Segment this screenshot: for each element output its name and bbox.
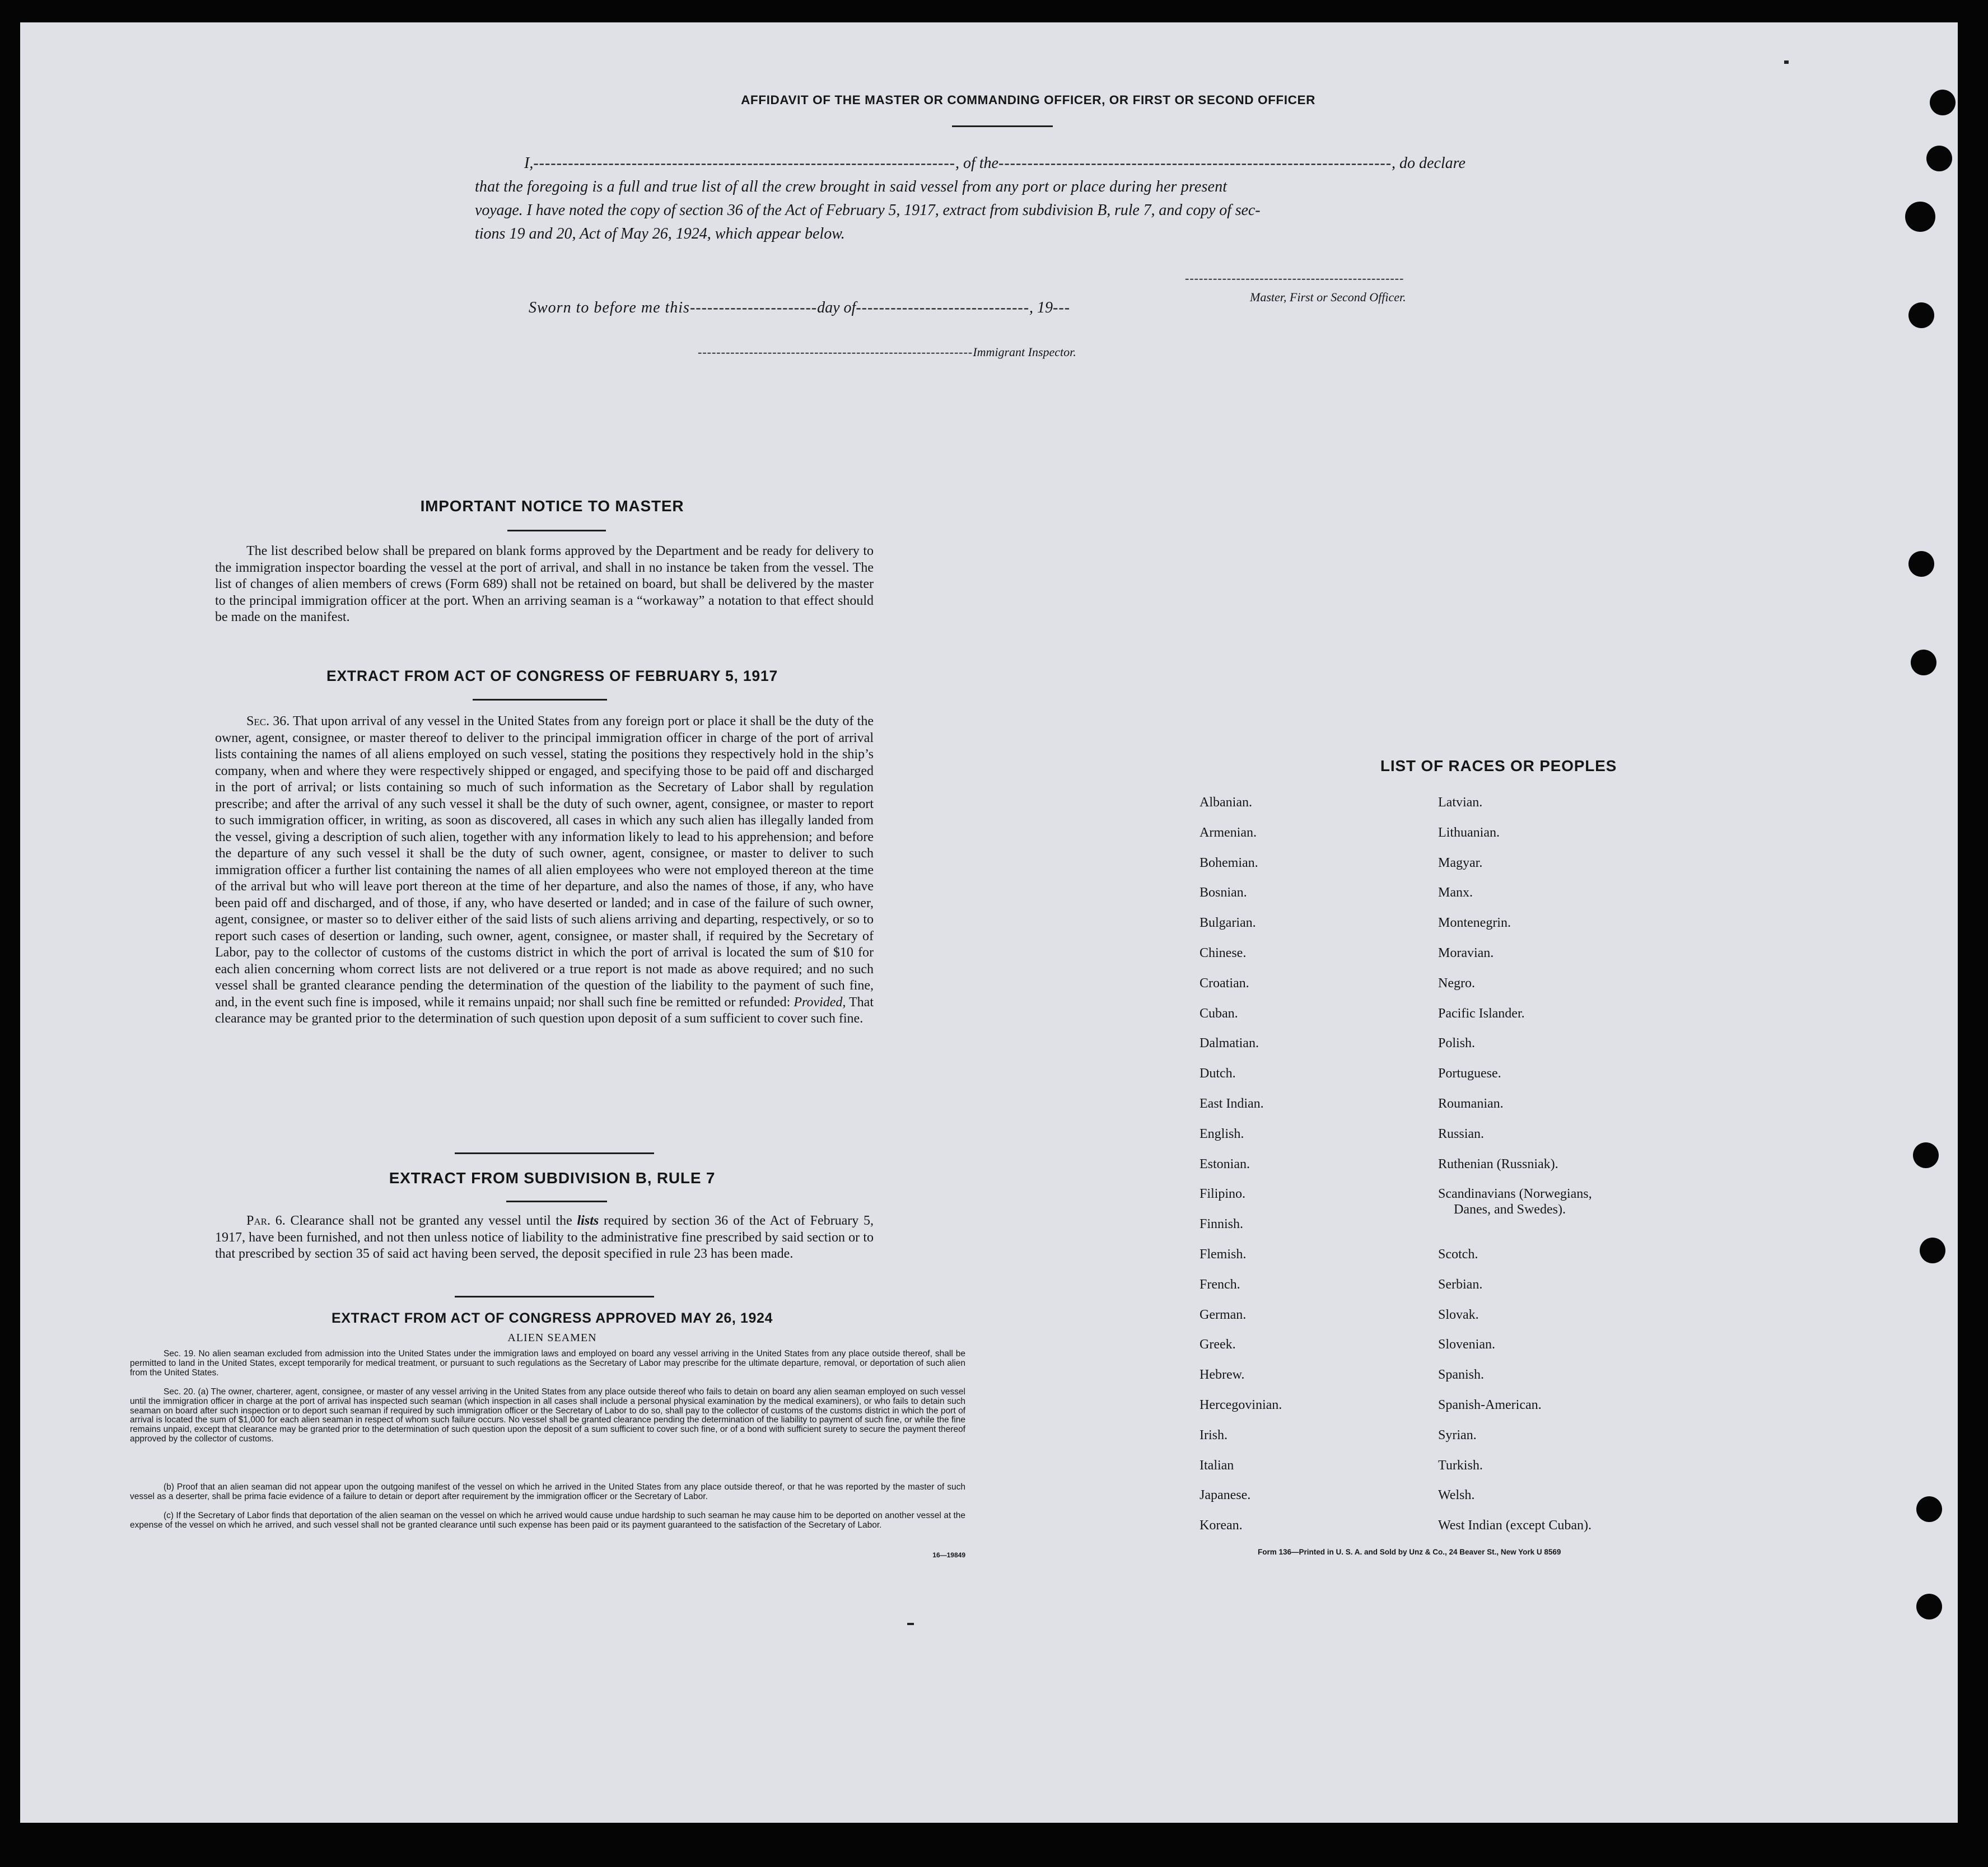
punch-hole — [1908, 302, 1934, 328]
race-left-item: Croatian. — [1200, 975, 1249, 991]
sec36-label: Sec. 36. — [246, 714, 290, 729]
race-left-item: Hebrew. — [1200, 1367, 1245, 1383]
vessel-blank[interactable]: -------------------------------------------------------------------- — [998, 155, 1392, 172]
sworn-line — [529, 299, 1070, 317]
race-left-item: Chinese. — [1200, 946, 1247, 960]
race-left-item: Hercegovinian. — [1200, 1398, 1282, 1412]
punch-hole — [1905, 202, 1935, 232]
race-left-item: East Indian. — [1200, 1096, 1264, 1111]
race-left-item: Estonian. — [1200, 1156, 1250, 1171]
race-right-item: Serbian. — [1438, 1277, 1483, 1292]
race-right-item: Russian. — [1438, 1126, 1485, 1141]
race-left-item: Armenian. — [1200, 825, 1257, 840]
year-blank[interactable]: --- — [1053, 299, 1071, 316]
par6-text-b: required by section 36 of the Act of February 5, 1917, have been furnished, and not then unless notice of liability to the administrative fine prescribed by said section or to that prescribed by section 35 of said act having been served, the deposit specified in rule 23 has been made. — [215, 1213, 874, 1261]
race-right-item: Scandinavians (Norwegians, — [1438, 1187, 1592, 1202]
notice-heading: IMPORTANT NOTICE TO MASTER — [420, 497, 684, 515]
race-left-item: Bosnian. — [1200, 885, 1247, 900]
punch-hole — [1916, 1496, 1942, 1522]
extract-1917-heading: EXTRACT FROM ACT OF CONGRESS OF FEBRUARY 5, 1917 — [326, 668, 778, 684]
inspector-caption: Immigrant Inspector. — [973, 345, 1076, 359]
affidavit-of-the: , of the — [955, 155, 998, 172]
race-right-item: Slovenian. — [1438, 1337, 1495, 1352]
inspector-line — [698, 345, 1076, 360]
race-left-item: Italian — [1200, 1458, 1234, 1473]
race-right-item: Latvian. — [1438, 795, 1483, 810]
race-left-item: French. — [1200, 1277, 1240, 1292]
sec36-proviso-text: That clearance may be granted prior to the determination of such question upon deposit of a sum sufficient to cover such fine. — [215, 995, 874, 1026]
race-left-item: Greek. — [1200, 1337, 1236, 1352]
par6-text — [215, 1213, 874, 1263]
notice-text — [215, 543, 874, 626]
race-right-item: Pacific Islander. — [1438, 1006, 1525, 1021]
race-left-item: German. — [1200, 1307, 1247, 1322]
race-right-item: Polish. — [1438, 1036, 1476, 1051]
punch-hole — [1916, 1594, 1942, 1619]
race-left-item: Filipino. — [1200, 1187, 1246, 1202]
extract-1917-rule — [473, 699, 607, 701]
race-left-item: Irish. — [1200, 1427, 1228, 1443]
par6-text-a: Clearance shall not be granted any vessel until the — [290, 1213, 572, 1228]
notice-body: The list described below shall be prepared on blank forms approved by the Department and be ready for delivery to the immigration inspector boarding the vessel at the port of arrival, and shall in no instance be taken from the vessel. The list of changes of alien members of crews (Form 689) shall not be retained on board, but shall be delivered by the master to the principal immigration officer at the port. When an arriving seaman is a “workaway” a notation to that effect should be made on the manifest. — [215, 544, 874, 624]
sec20a-text: Sec. 20. (a) The owner, charterer, agent, consignee, or master of any vessel arriving in the United States from any place outside thereof who fails to detain on board any alien seaman employed on such vessel until the immigration officer in charge at the port of arrival has inspected such seaman (which inspection in all cases shall include a personal physical examination by the medical examiners), or who fails to detain such seaman on board after such inspection or to deport such seaman if required by such immigration officer or the Secretary of Labor to do so, shall pay to the collector of customs of the customs district in which the port of arrival is located the sum of $1,000 for each alien seaman in respect of whom such failure occurs. No vessel shall be granted clearance pending the determination of the liability to payment of such fine, or while the fine remains unpaid, except that clearance may be granted prior to the determination of such question upon the deposit of a sum sufficient to cover such fine, or of a bond with sufficient surety to secure the payment thereof approved by the collector of customs. — [130, 1387, 965, 1444]
affidavit-line-4: tions 19 and 20, Act of May 26, 1924, which appear below. — [475, 225, 845, 242]
race-left-item: Japanese. — [1200, 1488, 1251, 1503]
race-left-item: Dalmatian. — [1200, 1036, 1259, 1051]
race-right-item: Spanish-American. — [1438, 1398, 1542, 1412]
par6-lists: lists — [577, 1213, 599, 1228]
punch-hole — [1926, 146, 1952, 171]
punch-hole — [1930, 90, 1956, 115]
subdivision-rule — [506, 1201, 607, 1202]
sworn-day-of: day of — [817, 299, 856, 316]
race-right-item: Syrian. — [1438, 1427, 1477, 1443]
race-left-item: Dutch. — [1200, 1066, 1236, 1081]
race-left-item: Bohemian. — [1200, 855, 1258, 870]
race-right-item: Scotch. — [1438, 1247, 1478, 1262]
race-right-item: Portuguese. — [1438, 1066, 1501, 1081]
sec36-end-rule — [455, 1152, 654, 1154]
race-right-item: Negro. — [1438, 975, 1475, 991]
race-right-item: West Indian (except Cuban). — [1438, 1518, 1592, 1533]
sec36-proviso: Provided, — [794, 995, 846, 1010]
punch-hole — [1911, 650, 1936, 675]
signature-line[interactable]: ----------------------------------------------- — [1185, 271, 1404, 285]
day-blank[interactable]: ---------------------- — [689, 299, 818, 316]
punch-hole — [1913, 1142, 1939, 1168]
race-left-item: Flemish. — [1200, 1247, 1247, 1262]
par6-label: Par. 6. — [246, 1213, 286, 1228]
inspector-blank[interactable]: ----------------------------------------------------------- — [698, 345, 973, 359]
sworn-year: , 19 — [1029, 299, 1053, 316]
punch-hole — [1908, 551, 1934, 577]
par6-end-rule — [455, 1296, 654, 1297]
alien-seamen-subheading: ALIEN SEAMEN — [507, 1332, 597, 1344]
name-blank[interactable]: ------------------------------------------------------------------------- — [533, 155, 955, 172]
month-blank[interactable]: ------------------------------ — [856, 299, 1030, 316]
extract-1924-heading: EXTRACT FROM ACT OF CONGRESS APPROVED MAY 26, 1924 — [331, 1310, 773, 1326]
speck — [907, 1623, 914, 1625]
race-right-item: Moravian. — [1438, 946, 1494, 960]
race-right-item: Montenegrin. — [1438, 916, 1511, 931]
race-right-item: Ruthenian (Russniak). — [1438, 1156, 1558, 1171]
punch-hole — [1920, 1238, 1945, 1263]
race-left-item: Cuban. — [1200, 1006, 1238, 1021]
print-code: 16—19849 — [932, 1551, 965, 1559]
form-sheet — [20, 22, 1958, 1823]
race-right-item: Magyar. — [1438, 855, 1483, 870]
race-right-item: Lithuanian. — [1438, 825, 1500, 840]
affidavit-rule — [952, 125, 1053, 127]
sworn-prefix: Sworn to before me this — [529, 299, 690, 316]
race-left-item: English. — [1200, 1126, 1244, 1141]
race-right-item: Slovak. — [1438, 1307, 1479, 1322]
sec20b-text: (b) Proof that an alien seaman did not appear upon the outgoing manifest of the vessel on which he arrived in the United States from any place outside thereof, or that he was reported by the master of such vessel as a deserter, shall be prima facie evidence of a failure to detain or deport after requirement by the immigration officer or the Secretary of Labor. — [130, 1482, 965, 1501]
affidavit-declare: , do declare — [1392, 155, 1466, 172]
affidavit-line-1 — [524, 155, 1555, 172]
affidavit-title: AFFIDAVIT OF THE MASTER OR COMMANDING OFFICER, OR FIRST OR SECOND OFFICER — [741, 93, 1315, 107]
race-right-item: Welsh. — [1438, 1488, 1475, 1503]
race-left-item: Bulgarian. — [1200, 916, 1256, 931]
sec36-text — [215, 713, 874, 1028]
races-heading: LIST OF RACES OR PEOPLES — [1380, 757, 1617, 774]
subdivision-heading: EXTRACT FROM SUBDIVISION B, RULE 7 — [389, 1169, 716, 1187]
affidavit-line-2: that the foregoing is a full and true list of all the crew brought in said vessel from any port or place during her present — [475, 178, 1228, 195]
race-right-item: Roumanian. — [1438, 1096, 1504, 1111]
notice-rule — [507, 530, 606, 531]
race-left-item: Albanian. — [1200, 795, 1252, 810]
affidavit-line-3: voyage. I have noted the copy of section 36 of the Act of February 5, 1917, extract from subdivision B, rule 7, and copy of sec- — [475, 202, 1261, 219]
signature-caption: Master, First or Second Officer. — [1250, 290, 1406, 304]
form-footer: Form 136—Printed in U. S. A. and Sold by Unz & Co., 24 Beaver St., New York U 8569 — [1258, 1548, 1561, 1556]
affidavit-i: I, — [524, 155, 534, 172]
race-right-item: Manx. — [1438, 885, 1473, 900]
race-right-item: Danes, and Swedes). — [1454, 1202, 1566, 1217]
sec20c-text: (c) If the Secretary of Labor finds that deportation of the alien seaman on the vessel on which he arrived would cause undue hardship to such seaman he may cause him to be deported on another vessel at the expense of the vessel on which he arrived, and such vessel shall not be granted clearance until such expense has been paid or its payment guaranteed to the satisfaction of the Secretary of Labor. — [130, 1511, 965, 1530]
race-right-item: Spanish. — [1438, 1367, 1485, 1383]
race-left-item: Finnish. — [1200, 1217, 1244, 1232]
sec36-body: That upon arrival of any vessel in the United States from any foreign port or place it shall be the duty of the owner, agent, consignee, or master thereof to deliver to the principal immigration officer in charge of the port of arrival lists containing the names of all aliens employed on such vessel, stating the positions they respectively hold in the ship’s company, when and where they were respectively shipped or engaged, and specifying those to be paid off and discharged in the port of arrival; or lists containing so much of such information as the Secretary of Labor shall by regulation prescribe; and after the arrival of any such vessel it shall be the duty of such owner, agent, consignee, or master to report to such immigration officer, in writing, as soon as discovered, all cases in which any such alien has illegally landed from the vessel, giving a description of such alien, together with any information likely to lead to his apprehension; and before the departure of any such vessel it shall be the duty of such owner, agent, consignee, or master to deliver to such immigration officer a further list containing the names of all alien employees who were not employed thereon at the time of the arrival but who will leave port thereon at the time of her departure, and also the names of those, if any, who have been paid off and discharged, and of those, if any, who have deserted or landed; and in case of the failure of such owner, agent, consignee, or master so to deliver either of the said lists of such aliens arriving and departing, respectively, or so to report such cases of desertion or landing, such owner, agent, consignee, or master shall, if required by the Secretary of Labor, pay to the collector of customs of the customs district in which the port of arrival is located the sum of $10 for each alien concerning whom correct lists are not delivered or a true report is not made as above required; and no such vessel shall be granted clearance pending the determination of the question of the liability to the payment of such fine, and, in the event such fine is imposed, while it remains unpaid; nor shall such fine be remitted or refunded: — [215, 714, 874, 1010]
sec19-text: Sec. 19. No alien seaman excluded from admission into the United States under the immigration laws and employed on board any vessel arriving in the United States from any place outside thereof, shall be permitted to land in the United States, except temporarily for medical treatment, or pursuant to such regulations as the Secretary of Labor may prescribe for the ultimate departure, removal, or deportation of such alien from the United States. — [130, 1349, 965, 1378]
race-right-item: Turkish. — [1438, 1458, 1483, 1473]
race-left-item: Korean. — [1200, 1518, 1243, 1533]
speck — [1784, 60, 1789, 64]
